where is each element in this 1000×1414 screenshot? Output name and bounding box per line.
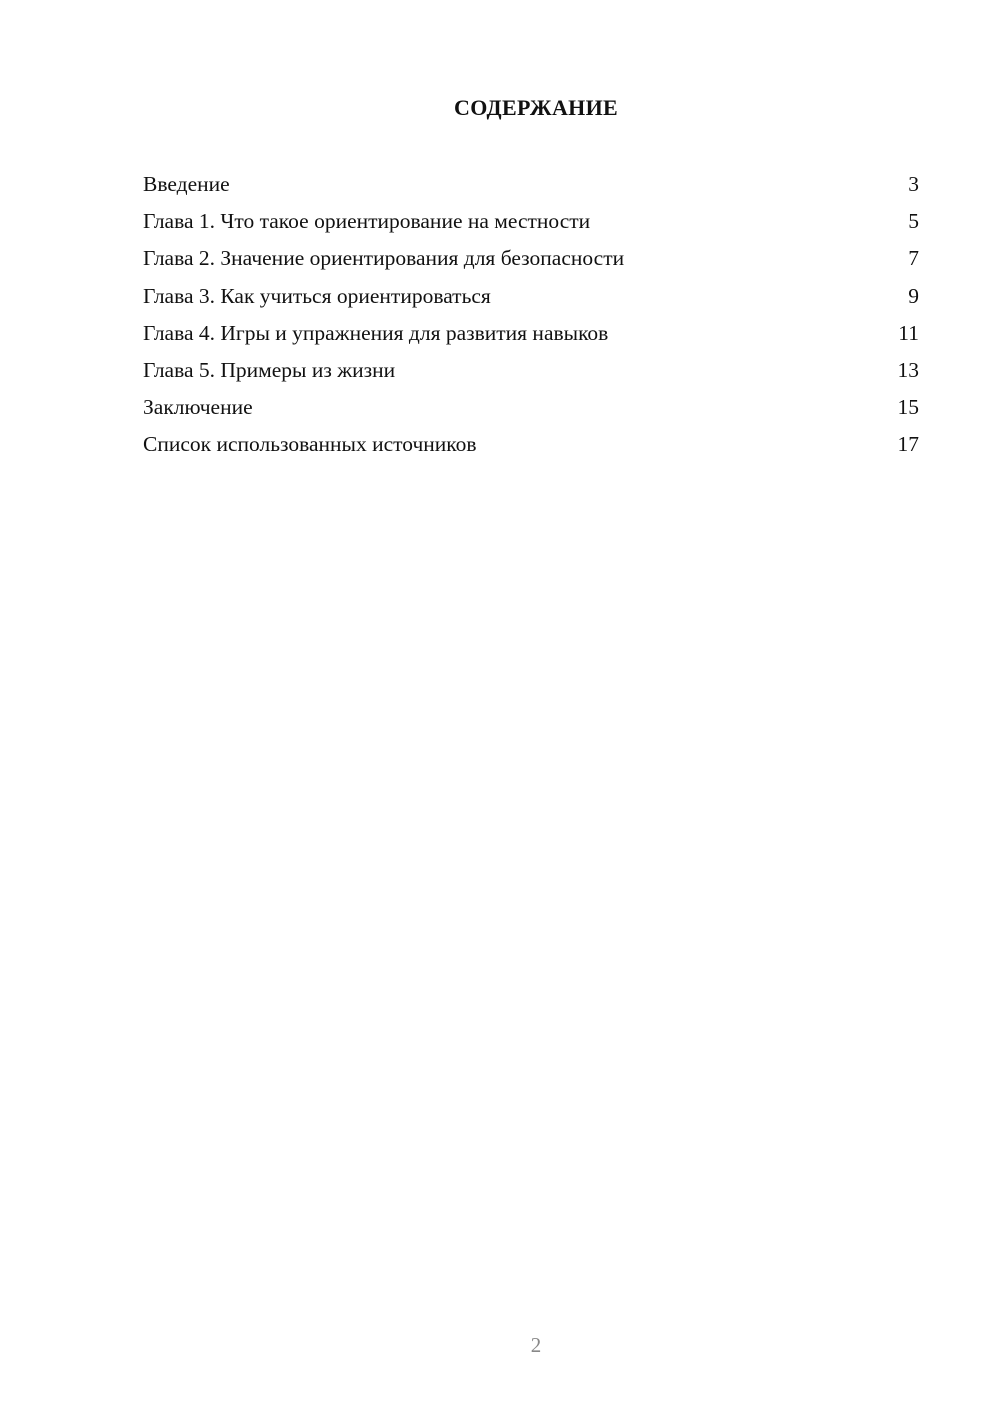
toc-entry-page: 17 [897, 432, 919, 457]
toc-entry-label: Список использованных источников [143, 432, 477, 457]
toc-entry-chapter-2 [143, 243, 919, 280]
toc-entry-chapter-4 [143, 318, 919, 355]
table-of-contents [143, 169, 919, 467]
toc-entry-page: 5 [908, 209, 919, 234]
toc-entry-label: Глава 3. Как учиться ориентироваться [143, 283, 491, 308]
toc-entry-page: 3 [908, 172, 919, 196]
toc-entry-label: Глава 4. Игры и упражнения для развития навыков [143, 320, 609, 345]
toc-entry-references [143, 429, 919, 466]
toc-entry-introduction [143, 169, 919, 206]
toc-entry-label: Глава 5. Примеры из жизни [143, 357, 396, 382]
page-title: СОДЕРЖАНИЕ [454, 95, 618, 120]
toc-entry-chapter-1 [143, 206, 919, 243]
toc-entry-label: Глава 1. Что такое ориентирование на местности [143, 209, 591, 234]
toc-entry-page: 11 [898, 320, 919, 345]
toc-entry-label: Глава 2. Значение ориентирования для безопасности [143, 246, 625, 271]
toc-entry-conclusion [143, 392, 919, 429]
page-number: 2 [530, 1333, 542, 1357]
toc-entry-label: Заключение [143, 395, 253, 420]
toc-entry-chapter-5 [143, 355, 919, 392]
toc-entry-page: 7 [908, 246, 919, 271]
toc-entry-page: 9 [908, 283, 919, 308]
toc-entry-page: 13 [897, 357, 919, 382]
toc-entry-label: Введение [143, 172, 230, 196]
toc-entry-chapter-3 [143, 281, 919, 318]
toc-entry-page: 15 [897, 395, 919, 420]
